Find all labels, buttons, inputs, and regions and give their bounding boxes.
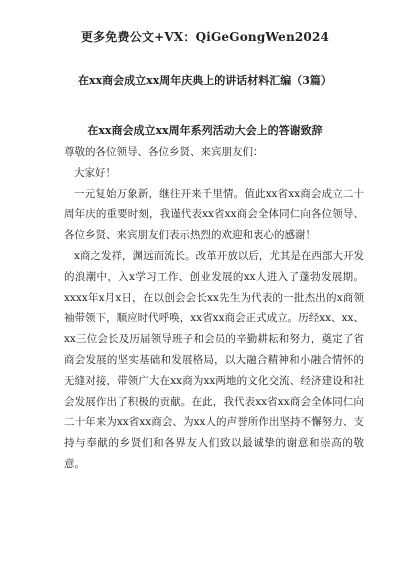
document-body bbox=[64, 142, 364, 475]
greeting-paragraph: 大家好！ bbox=[74, 166, 116, 179]
body-paragraph: 一元复始万象新，继往开来千里情。值此xx省xx商会成立二十周年庆的重要时刻，我谨代表xx省xx商会全体同仁向各位领导、各位乡贤、来宾朋友们表示热烈的欢迎和衷心的感谢！ bbox=[64, 187, 364, 242]
document-title: 在xx商会成立xx周年庆典上的讲话材料汇编（3篇） bbox=[78, 74, 332, 87]
body-paragraph: x商之发祥，渊远而流长。改革开放以后，尤其是在西部大开发的浪潮中，入x学习工作、创业发展的xx人进入了蓬勃发展期。xxxx年x月x日，在以创会会长xx先生为代表的一批杰出的x商领袖带领下，顺应时代呼唤，xx省xx商会正式成立。历经xx、xx、xx三位会长及历届领导班子和会员的辛勤耕耘和努力，奠定了省商会发展的坚实基础和发展格局，以大融合精神和小融合情怀的无缝对接，带领广大在xx商为xx两地的文化交流、经济建设和社会发展作出了积极的贡献。在此，我代表xx省xx商会全体同仁向二十年来为xx省xx商会、为xx人的声誉所作出坚持不懈努力、支持与奉献的乡贤们和各界友人们致以最诚挚的谢意和崇高的敬意。 bbox=[64, 249, 364, 470]
promo-header: 更多免费公文+VX：QiGeGongWen2024 bbox=[80, 30, 330, 44]
salutation-paragraph: 尊敬的各位领导、各位乡贤、来宾朋友们： bbox=[64, 146, 264, 158]
section-title: 在xx商会成立xx周年系列活动大会上的答谢致辞 bbox=[87, 124, 323, 137]
